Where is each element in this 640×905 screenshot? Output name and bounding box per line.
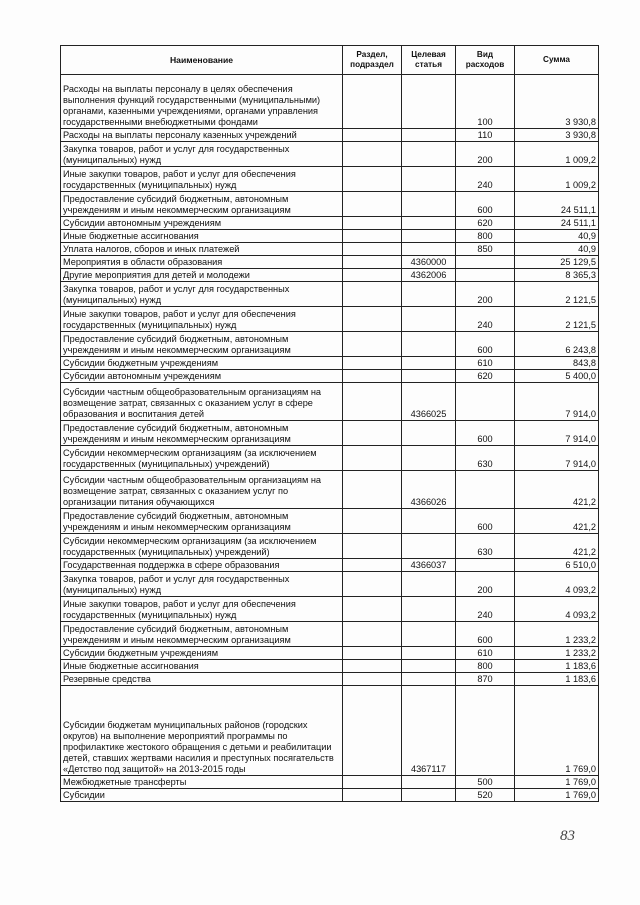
row-type: 600	[456, 421, 515, 446]
row-target	[402, 421, 456, 446]
row-section	[343, 776, 402, 789]
row-type: 800	[456, 660, 515, 673]
row-type: 870	[456, 673, 515, 686]
row-section	[343, 673, 402, 686]
row-sum: 25 129,5	[515, 256, 599, 269]
row-sum: 4 093,2	[515, 597, 599, 622]
table-row	[61, 776, 599, 789]
row-type: 610	[456, 357, 515, 370]
row-section	[343, 686, 402, 776]
row-section	[343, 142, 402, 167]
row-type: 600	[456, 509, 515, 534]
table-row	[61, 230, 599, 243]
table-row	[61, 572, 599, 597]
row-section	[343, 471, 402, 509]
row-sum: 1 233,2	[515, 647, 599, 660]
table-row	[61, 471, 599, 509]
row-name: Иные бюджетные ассигнования	[61, 660, 343, 673]
row-name: Уплата налогов, сборов и иных платежей	[61, 243, 343, 256]
row-sum: 5 400,0	[515, 370, 599, 383]
header-type: Вид расходов	[456, 46, 515, 75]
row-type: 800	[456, 230, 515, 243]
row-section	[343, 559, 402, 572]
row-section	[343, 534, 402, 559]
row-section	[343, 243, 402, 256]
row-sum: 7 914,0	[515, 383, 599, 421]
row-target	[402, 142, 456, 167]
row-target: 4362006	[402, 269, 456, 282]
row-section	[343, 192, 402, 217]
table-row	[61, 597, 599, 622]
row-section	[343, 446, 402, 471]
header-sum: Сумма	[515, 46, 599, 75]
table-row	[61, 622, 599, 647]
row-type	[456, 686, 515, 776]
row-section	[343, 307, 402, 332]
row-sum: 1 233,2	[515, 622, 599, 647]
header-section: Раздел, подраздел	[343, 46, 402, 75]
row-name: Иные закупки товаров, работ и услуг для обеспечения государственных (муниципальных) нужд	[61, 307, 343, 332]
row-name: Субсидии бюджетным учреждениям	[61, 647, 343, 660]
row-type	[456, 256, 515, 269]
table-row	[61, 421, 599, 446]
row-type: 630	[456, 534, 515, 559]
row-type: 110	[456, 129, 515, 142]
table-row	[61, 686, 599, 776]
row-type: 100	[456, 75, 515, 129]
row-target	[402, 534, 456, 559]
row-sum: 421,2	[515, 534, 599, 559]
row-sum: 8 365,3	[515, 269, 599, 282]
row-name: Резервные средства	[61, 673, 343, 686]
row-target	[402, 230, 456, 243]
row-target	[402, 357, 456, 370]
table-row	[61, 446, 599, 471]
row-name: Государственная поддержка в сфере образования	[61, 559, 343, 572]
row-target: 4366026	[402, 471, 456, 509]
row-type: 240	[456, 307, 515, 332]
table-row	[61, 129, 599, 142]
row-type: 600	[456, 192, 515, 217]
table-row	[61, 660, 599, 673]
row-sum: 40,9	[515, 243, 599, 256]
table-row	[61, 534, 599, 559]
row-sum: 3 930,8	[515, 75, 599, 129]
row-sum: 7 914,0	[515, 421, 599, 446]
table-row	[61, 383, 599, 421]
row-sum: 1 183,6	[515, 673, 599, 686]
row-name: Субсидии частным общеобразовательным организациям на возмещение затрат, связанных с оказанием услуг в сфере образования и воспитания детей	[61, 383, 343, 421]
row-type: 500	[456, 776, 515, 789]
row-section	[343, 572, 402, 597]
row-sum: 40,9	[515, 230, 599, 243]
row-name: Закупка товаров, работ и услуг для государственных (муниципальных) нужд	[61, 572, 343, 597]
table-row	[61, 509, 599, 534]
row-target	[402, 370, 456, 383]
row-sum: 421,2	[515, 509, 599, 534]
row-section	[343, 357, 402, 370]
row-section	[343, 167, 402, 192]
row-name: Межбюджетные трансферты	[61, 776, 343, 789]
row-type: 200	[456, 572, 515, 597]
table-row	[61, 789, 599, 802]
row-target	[402, 75, 456, 129]
row-type: 240	[456, 167, 515, 192]
row-type	[456, 559, 515, 572]
row-type: 610	[456, 647, 515, 660]
row-target	[402, 572, 456, 597]
row-target	[402, 673, 456, 686]
row-name: Мероприятия в области образования	[61, 256, 343, 269]
row-sum: 24 511,1	[515, 192, 599, 217]
row-name: Закупка товаров, работ и услуг для государственных (муниципальных) нужд	[61, 282, 343, 307]
table-row	[61, 142, 599, 167]
row-type	[456, 269, 515, 282]
row-type	[456, 383, 515, 421]
table-row	[61, 75, 599, 129]
row-target	[402, 597, 456, 622]
page-number: 83	[560, 828, 575, 844]
row-name: Субсидии бюджетам муниципальных районов (городских округов) на выполнение мероприятий программы по профилактике жестокого обращения с детьми и реабилитации детей, ставших жертвами насилия и преступных посягательств «Детство под защитой» на 2013-2015 годы	[61, 686, 343, 776]
table-row	[61, 256, 599, 269]
row-sum: 1 009,2	[515, 167, 599, 192]
row-target	[402, 217, 456, 230]
table-row	[61, 559, 599, 572]
header-name: Наименование	[61, 46, 343, 75]
table-row	[61, 332, 599, 357]
row-type: 240	[456, 597, 515, 622]
row-name: Предоставление субсидий бюджетным, автономным учреждениям и иным некоммерческим организациям	[61, 509, 343, 534]
row-sum: 843,8	[515, 357, 599, 370]
row-section	[343, 256, 402, 269]
row-target	[402, 332, 456, 357]
table-row	[61, 370, 599, 383]
table-row	[61, 647, 599, 660]
row-name: Расходы на выплаты персоналу казенных учреждений	[61, 129, 343, 142]
row-section	[343, 622, 402, 647]
row-target	[402, 647, 456, 660]
row-target	[402, 243, 456, 256]
row-sum: 1 183,6	[515, 660, 599, 673]
row-name: Предоставление субсидий бюджетным, автономным учреждениям и иным некоммерческим организациям	[61, 332, 343, 357]
table-row	[61, 673, 599, 686]
row-sum: 3 930,8	[515, 129, 599, 142]
row-name: Субсидии	[61, 789, 343, 802]
row-target: 4366025	[402, 383, 456, 421]
row-target	[402, 446, 456, 471]
header-target: Целевая статья	[402, 46, 456, 75]
row-type: 630	[456, 446, 515, 471]
row-sum: 421,2	[515, 471, 599, 509]
row-target	[402, 167, 456, 192]
row-section	[343, 421, 402, 446]
row-name: Субсидии некоммерческим организациям (за исключением государственных (муниципальных) учреждений)	[61, 446, 343, 471]
table-row	[61, 357, 599, 370]
row-name: Предоставление субсидий бюджетным, автономным учреждениям и иным некоммерческим организациям	[61, 421, 343, 446]
row-target	[402, 192, 456, 217]
row-type: 200	[456, 142, 515, 167]
row-type	[456, 471, 515, 509]
row-target: 4366037	[402, 559, 456, 572]
table-row	[61, 167, 599, 192]
row-name: Расходы на выплаты персоналу в целях обеспечения выполнения функций государственными (муниципальными) органами, казенными учреждениями, органами управления государственными внебюджетными фондами	[61, 75, 343, 129]
table-body	[61, 75, 599, 802]
row-name: Субсидии частным общеобразовательным организациям на возмещение затрат, связанных с оказанием услуг по организации питания обучающихся	[61, 471, 343, 509]
row-section	[343, 789, 402, 802]
row-name: Субсидии автономным учреждениям	[61, 370, 343, 383]
row-sum: 24 511,1	[515, 217, 599, 230]
table-row	[61, 192, 599, 217]
row-section	[343, 332, 402, 357]
row-section	[343, 282, 402, 307]
row-target	[402, 622, 456, 647]
row-type: 600	[456, 622, 515, 647]
table-row	[61, 282, 599, 307]
row-target: 4360000	[402, 256, 456, 269]
row-name: Предоставление субсидий бюджетным, автономным учреждениям и иным некоммерческим организациям	[61, 622, 343, 647]
table-row	[61, 307, 599, 332]
row-target	[402, 282, 456, 307]
row-name: Закупка товаров, работ и услуг для государственных (муниципальных) нужд	[61, 142, 343, 167]
row-target	[402, 789, 456, 802]
row-target	[402, 307, 456, 332]
table-row	[61, 269, 599, 282]
row-section	[343, 230, 402, 243]
table-row	[61, 243, 599, 256]
budget-table	[60, 45, 599, 802]
row-section	[343, 647, 402, 660]
row-target	[402, 660, 456, 673]
row-type: 600	[456, 332, 515, 357]
row-sum: 6 510,0	[515, 559, 599, 572]
row-target: 4367117	[402, 686, 456, 776]
row-name: Иные бюджетные ассигнования	[61, 230, 343, 243]
row-name: Другие мероприятия для детей и молодежи	[61, 269, 343, 282]
row-target	[402, 129, 456, 142]
row-section	[343, 75, 402, 129]
row-sum: 1 009,2	[515, 142, 599, 167]
row-type: 620	[456, 370, 515, 383]
row-section	[343, 129, 402, 142]
row-name: Субсидии некоммерческим организациям (за исключением государственных (муниципальных) учреждений)	[61, 534, 343, 559]
row-sum: 4 093,2	[515, 572, 599, 597]
row-type: 520	[456, 789, 515, 802]
row-sum: 7 914,0	[515, 446, 599, 471]
row-name: Субсидии автономным учреждениям	[61, 217, 343, 230]
row-type: 620	[456, 217, 515, 230]
row-sum: 2 121,5	[515, 282, 599, 307]
row-name: Иные закупки товаров, работ и услуг для обеспечения государственных (муниципальных) нужд	[61, 167, 343, 192]
row-sum: 6 243,8	[515, 332, 599, 357]
row-sum: 1 769,0	[515, 686, 599, 776]
row-sum: 2 121,5	[515, 307, 599, 332]
row-name: Предоставление субсидий бюджетным, автономным учреждениям и иным некоммерческим организациям	[61, 192, 343, 217]
row-section	[343, 597, 402, 622]
row-section	[343, 269, 402, 282]
row-type: 850	[456, 243, 515, 256]
row-section	[343, 370, 402, 383]
row-section	[343, 509, 402, 534]
row-section	[343, 660, 402, 673]
row-name: Иные закупки товаров, работ и услуг для обеспечения государственных (муниципальных) нужд	[61, 597, 343, 622]
row-sum: 1 769,0	[515, 776, 599, 789]
row-type: 200	[456, 282, 515, 307]
row-target	[402, 509, 456, 534]
row-section	[343, 383, 402, 421]
table-header-row	[61, 46, 599, 75]
row-sum: 1 769,0	[515, 789, 599, 802]
row-section	[343, 217, 402, 230]
table-row	[61, 217, 599, 230]
row-target	[402, 776, 456, 789]
row-name: Субсидии бюджетным учреждениям	[61, 357, 343, 370]
